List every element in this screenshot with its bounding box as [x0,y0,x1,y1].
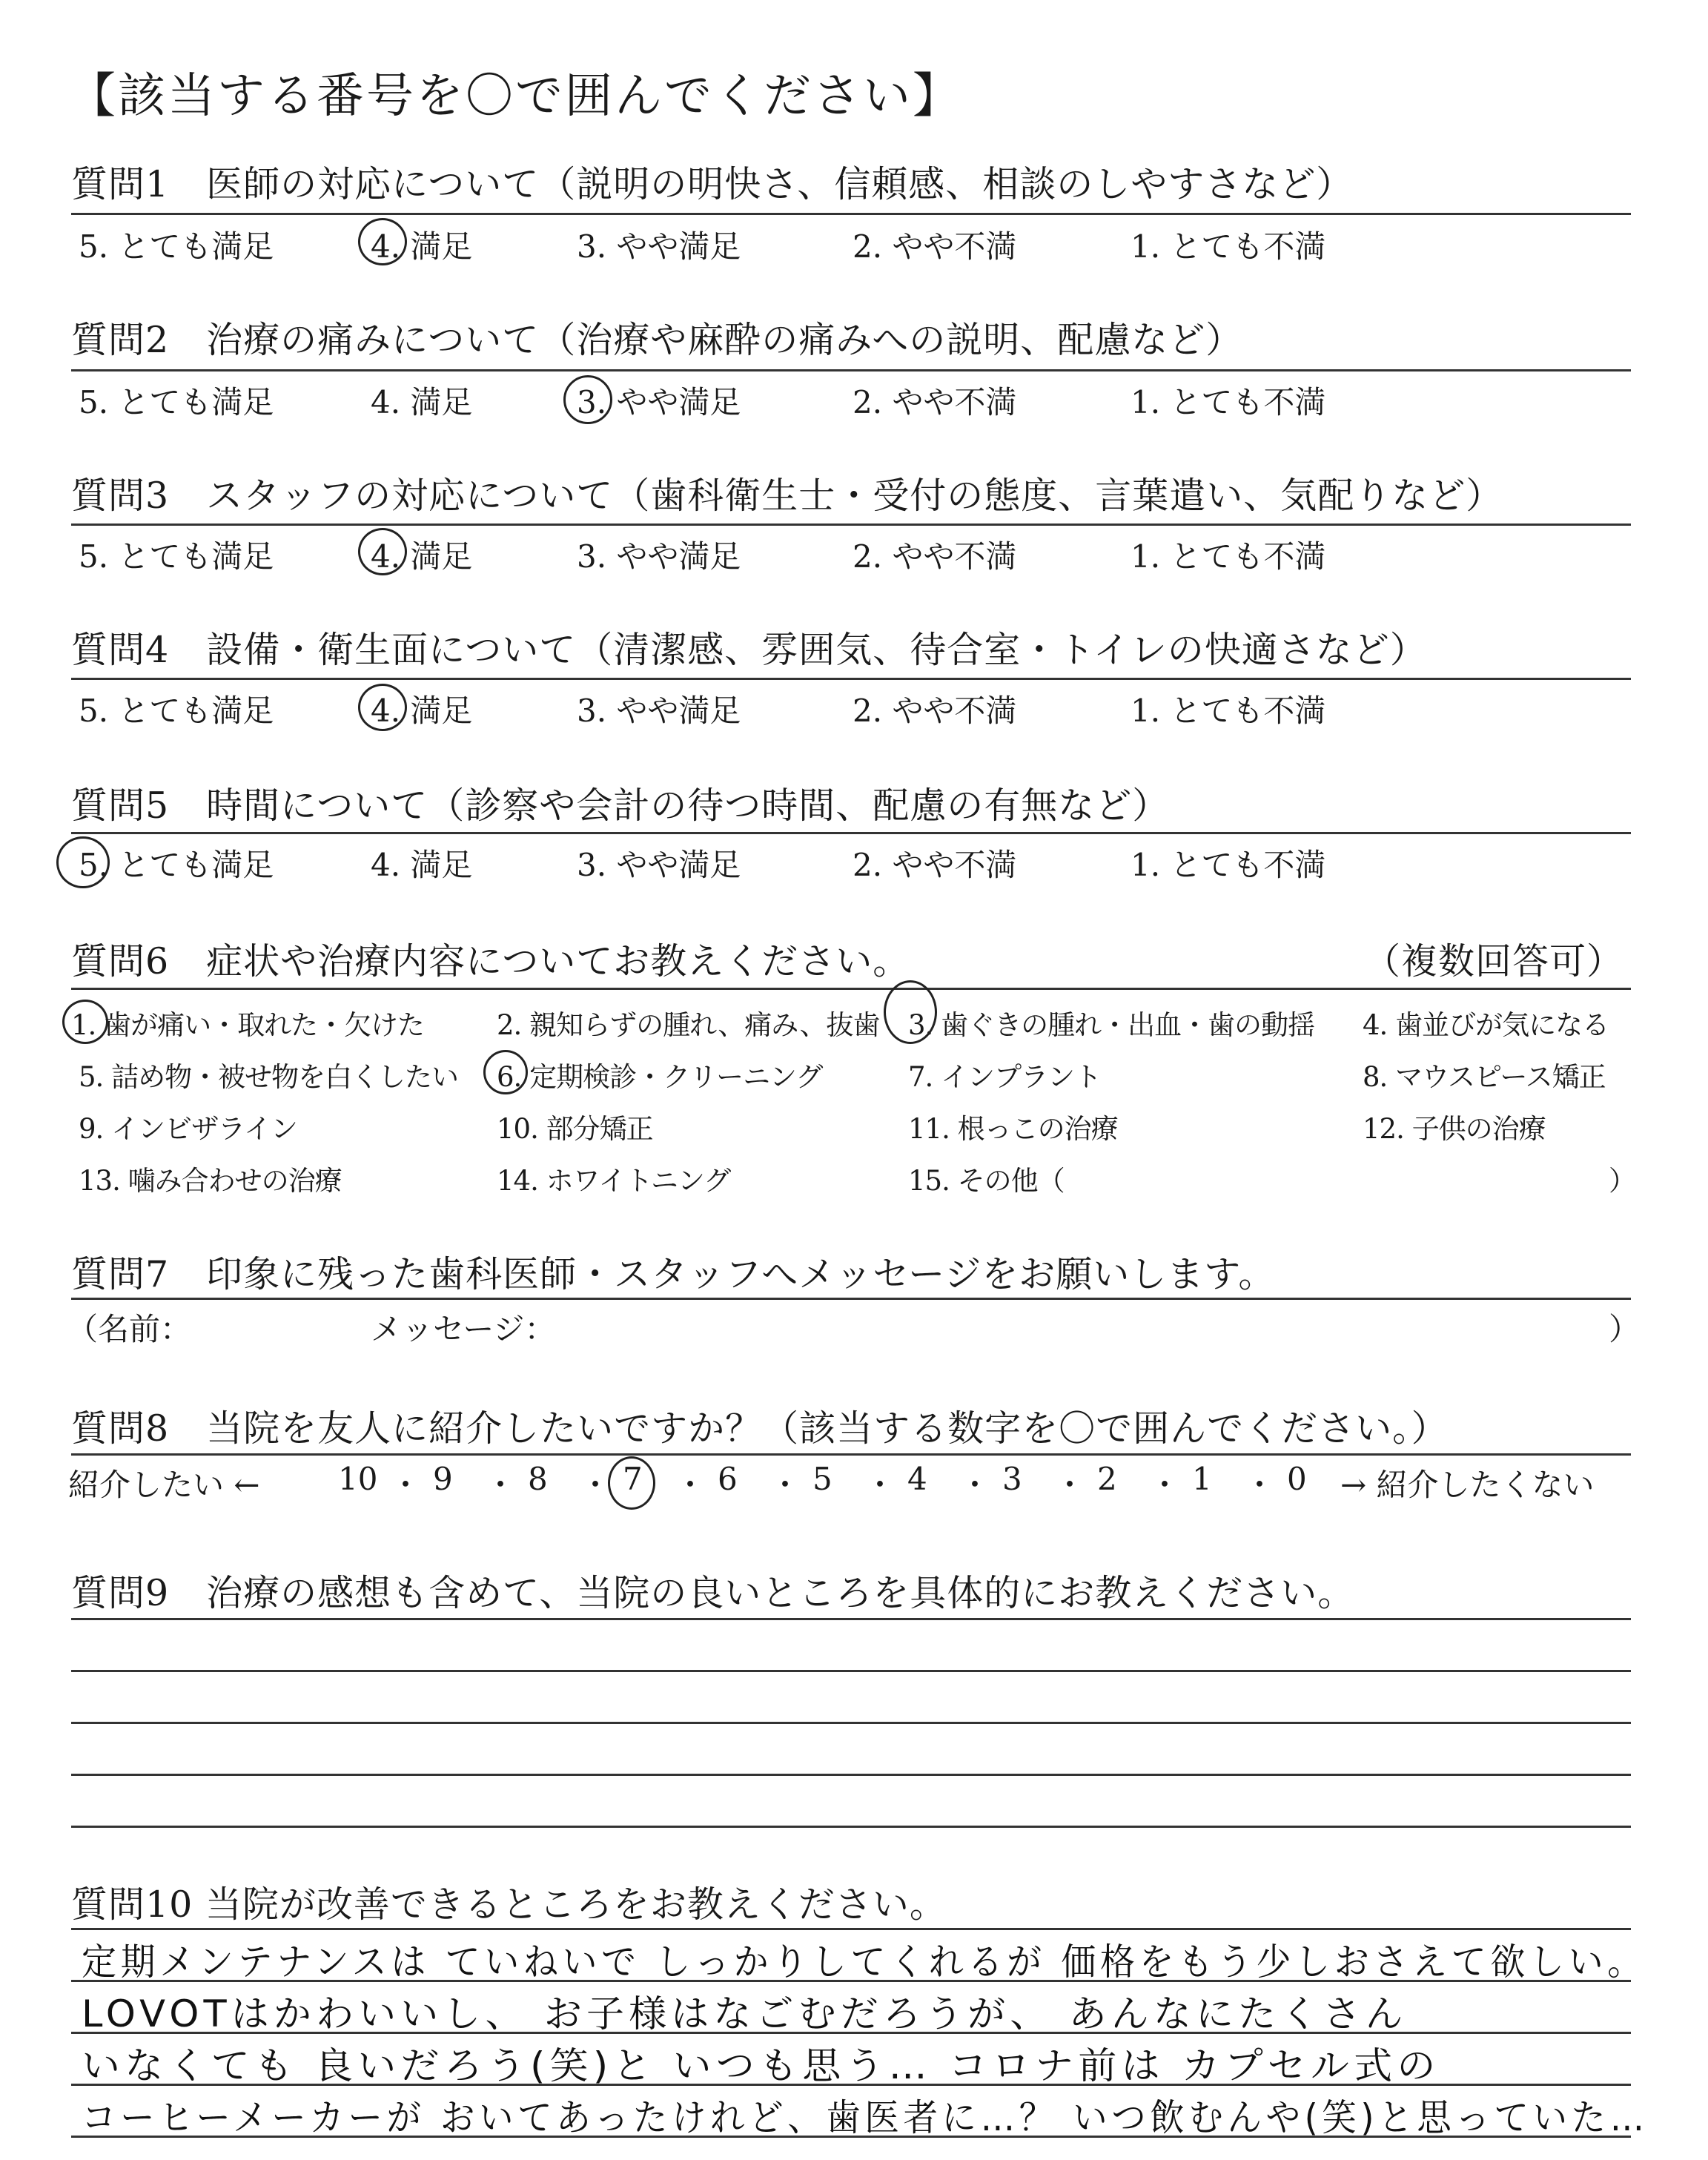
q6-option-3[interactable]: 3. 歯ぐきの腫れ・出血・歯の動揺 [908,1009,1315,1041]
option-5[interactable]: 5. とても満足 [79,384,274,420]
divider [71,1453,1631,1456]
scale-separator: ・ [675,1467,706,1503]
selection-circle [563,375,612,424]
selection-circle [56,836,110,888]
option-1[interactable]: 1. とても不満 [1131,693,1326,729]
answer-line [71,1722,1631,1724]
q6-option-6[interactable]: 6. 定期検診・クリーニング [497,1061,823,1093]
page-title: 【該当する番号を〇で囲んでください】 [68,69,962,124]
recommend-left-label: 紹介したい ← [68,1467,260,1503]
recommend-score-9[interactable]: 9 [433,1461,453,1497]
question-5-label: 質問5 時間について（診察や会計の待つ時間、配慮の有無など） [71,785,1170,827]
message-label: メッセージ： [371,1311,556,1347]
answer-line [71,1928,1631,1930]
option-3[interactable]: 3. やや満足 [577,228,741,265]
recommend-score-8[interactable]: 8 [528,1461,548,1497]
recommend-score-10[interactable]: 10 [338,1461,378,1497]
handwritten-answer-line-4: コーヒーメーカーが おいてあったけれど、歯医者に…？ いつ飲むんや(笑)と思っていた… [82,2096,1649,2139]
selection-circle [62,1000,108,1044]
option-2[interactable]: 2. やや不満 [853,538,1017,575]
q6-option-4[interactable]: 4. 歯並びが気になる [1363,1009,1609,1041]
q6-option-15-close: ） [1609,1165,1635,1197]
divider [71,524,1631,526]
divider [71,988,1631,990]
question-4-label: 質問4 設備・衛生面について（清潔感、雰囲気、待合室・トイレの快適さなど） [71,629,1427,671]
message-close: ） [1609,1311,1641,1347]
recommend-right-label: → 紹介したくない [1340,1467,1595,1503]
divider [71,832,1631,834]
recommend-score-3[interactable]: 3 [1002,1461,1022,1497]
name-label: （名前： [67,1311,192,1347]
divider [71,213,1631,215]
recommend-score-6[interactable]: 6 [718,1461,738,1497]
recommend-score-1[interactable]: 1 [1192,1461,1212,1497]
answer-line [71,1774,1631,1776]
handwritten-answer-line-1: 定期メンテナンスは ていねいで しっかりしてくれるが 価格をもう少しおさえて欲しい。 [82,1941,1646,1984]
option-3[interactable]: 3. やや満足 [577,847,741,883]
q6-option-12[interactable]: 12. 子供の治療 [1363,1113,1546,1145]
q6-option-11[interactable]: 11. 根っこの治療 [908,1113,1118,1145]
option-1[interactable]: 1. とても不満 [1131,847,1326,883]
option-1[interactable]: 1. とても不満 [1131,538,1326,575]
q6-option-8[interactable]: 8. マウスピース矯正 [1363,1061,1606,1093]
question-2-label: 質問2 治療の痛みについて（治療や麻酔の痛みへの説明、配慮など） [71,319,1243,361]
question-6-label: 質問6 症状や治療内容についてお教えください。 [71,940,910,982]
scale-separator: ・ [485,1467,517,1503]
q6-option-1[interactable]: 1. 歯が痛い・取れた・欠けた [71,1009,425,1041]
scale-separator: ・ [864,1467,896,1503]
question-7-label: 質問7 印象に残った歯科医師・スタッフへメッセージをお願いします。 [71,1253,1276,1295]
selection-circle [608,1456,655,1510]
option-1[interactable]: 1. とても不満 [1131,384,1326,420]
q6-option-10[interactable]: 10. 部分矯正 [497,1113,653,1145]
recommend-score-2[interactable]: 2 [1097,1461,1117,1497]
option-5[interactable]: 5. とても満足 [79,847,274,883]
option-1[interactable]: 1. とても不満 [1131,228,1326,265]
option-4[interactable]: 4. 満足 [371,538,473,575]
q6-option-9[interactable]: 9. インビザライン [79,1113,297,1145]
handwritten-answer-line-2: LOVOTはかわいいし、 お子様はなごむだろうが、 あんなにたくさん [82,1992,1408,2035]
q6-option-14[interactable]: 14. ホワイトニング [497,1165,731,1197]
scale-separator: ・ [390,1467,422,1503]
option-4[interactable]: 4. 満足 [371,847,473,883]
option-4[interactable]: 4. 満足 [371,228,473,265]
handwritten-answer-line-3: いなくても 良いだろう(笑)と いつも思う… コロナ前は カプセル式の [82,2044,1440,2087]
option-5[interactable]: 5. とても満足 [79,228,274,265]
option-5[interactable]: 5. とても満足 [79,693,274,729]
divider [71,678,1631,680]
question-3-label: 質問3 スタッフの対応について（歯科衛生士・受付の態度、言葉遣い、気配りなど） [71,475,1503,517]
option-2[interactable]: 2. やや不満 [853,384,1017,420]
option-2[interactable]: 2. やや不満 [853,847,1017,883]
selection-circle [884,980,937,1044]
answer-line [71,1826,1631,1828]
option-5[interactable]: 5. とても満足 [79,538,274,575]
q6-option-5[interactable]: 5. 詰め物・被せ物を白くしたい [79,1061,459,1093]
selection-circle [358,528,407,575]
divider [71,1298,1631,1300]
scale-separator: ・ [1054,1467,1086,1503]
question-9-label: 質問9 治療の感想も含めて、当院の良いところを具体的にお教えください。 [71,1572,1355,1614]
option-2[interactable]: 2. やや不満 [853,228,1017,265]
option-2[interactable]: 2. やや不満 [853,693,1017,729]
question-6-note: （複数回答可） [1364,940,1624,982]
question-10-label: 質問10 当院が改善できるところをお教えください。 [71,1883,947,1926]
scale-separator: ・ [1149,1467,1181,1503]
recommend-score-4[interactable]: 4 [907,1461,927,1497]
selection-circle [358,684,407,731]
recommend-score-5[interactable]: 5 [812,1461,833,1497]
divider [71,369,1631,371]
selection-circle [483,1050,528,1094]
question-8-label: 質問8 当院を友人に紹介したいですか？（該当する数字を〇で囲んでください。） [71,1407,1449,1450]
question-1-label: 質問1 医師の対応について（説明の明快さ、信頼感、相談のしやすさなど） [71,163,1354,205]
selection-circle [358,218,407,265]
option-4[interactable]: 4. 満足 [371,693,473,729]
q6-option-7[interactable]: 7. インプラント [908,1061,1102,1093]
q6-option-15[interactable]: 15. その他（ [908,1165,1065,1197]
scale-separator: ・ [580,1467,612,1503]
option-4[interactable]: 4. 満足 [371,384,473,420]
recommend-score-0[interactable]: 0 [1287,1461,1307,1497]
answer-line [71,1618,1631,1620]
option-3[interactable]: 3. やや満足 [577,538,741,575]
option-3[interactable]: 3. やや満足 [577,693,741,729]
q6-option-13[interactable]: 13. 噛み合わせの治療 [79,1165,342,1197]
option-3[interactable]: 3. やや満足 [577,384,741,420]
scale-separator: ・ [769,1467,801,1503]
answer-line [71,1670,1631,1672]
scale-separator: ・ [1244,1467,1276,1503]
recommend-score-7[interactable]: 7 [623,1461,643,1497]
scale-separator: ・ [959,1467,991,1503]
q6-option-2[interactable]: 2. 親知らずの腫れ、痛み、抜歯 [497,1009,880,1041]
